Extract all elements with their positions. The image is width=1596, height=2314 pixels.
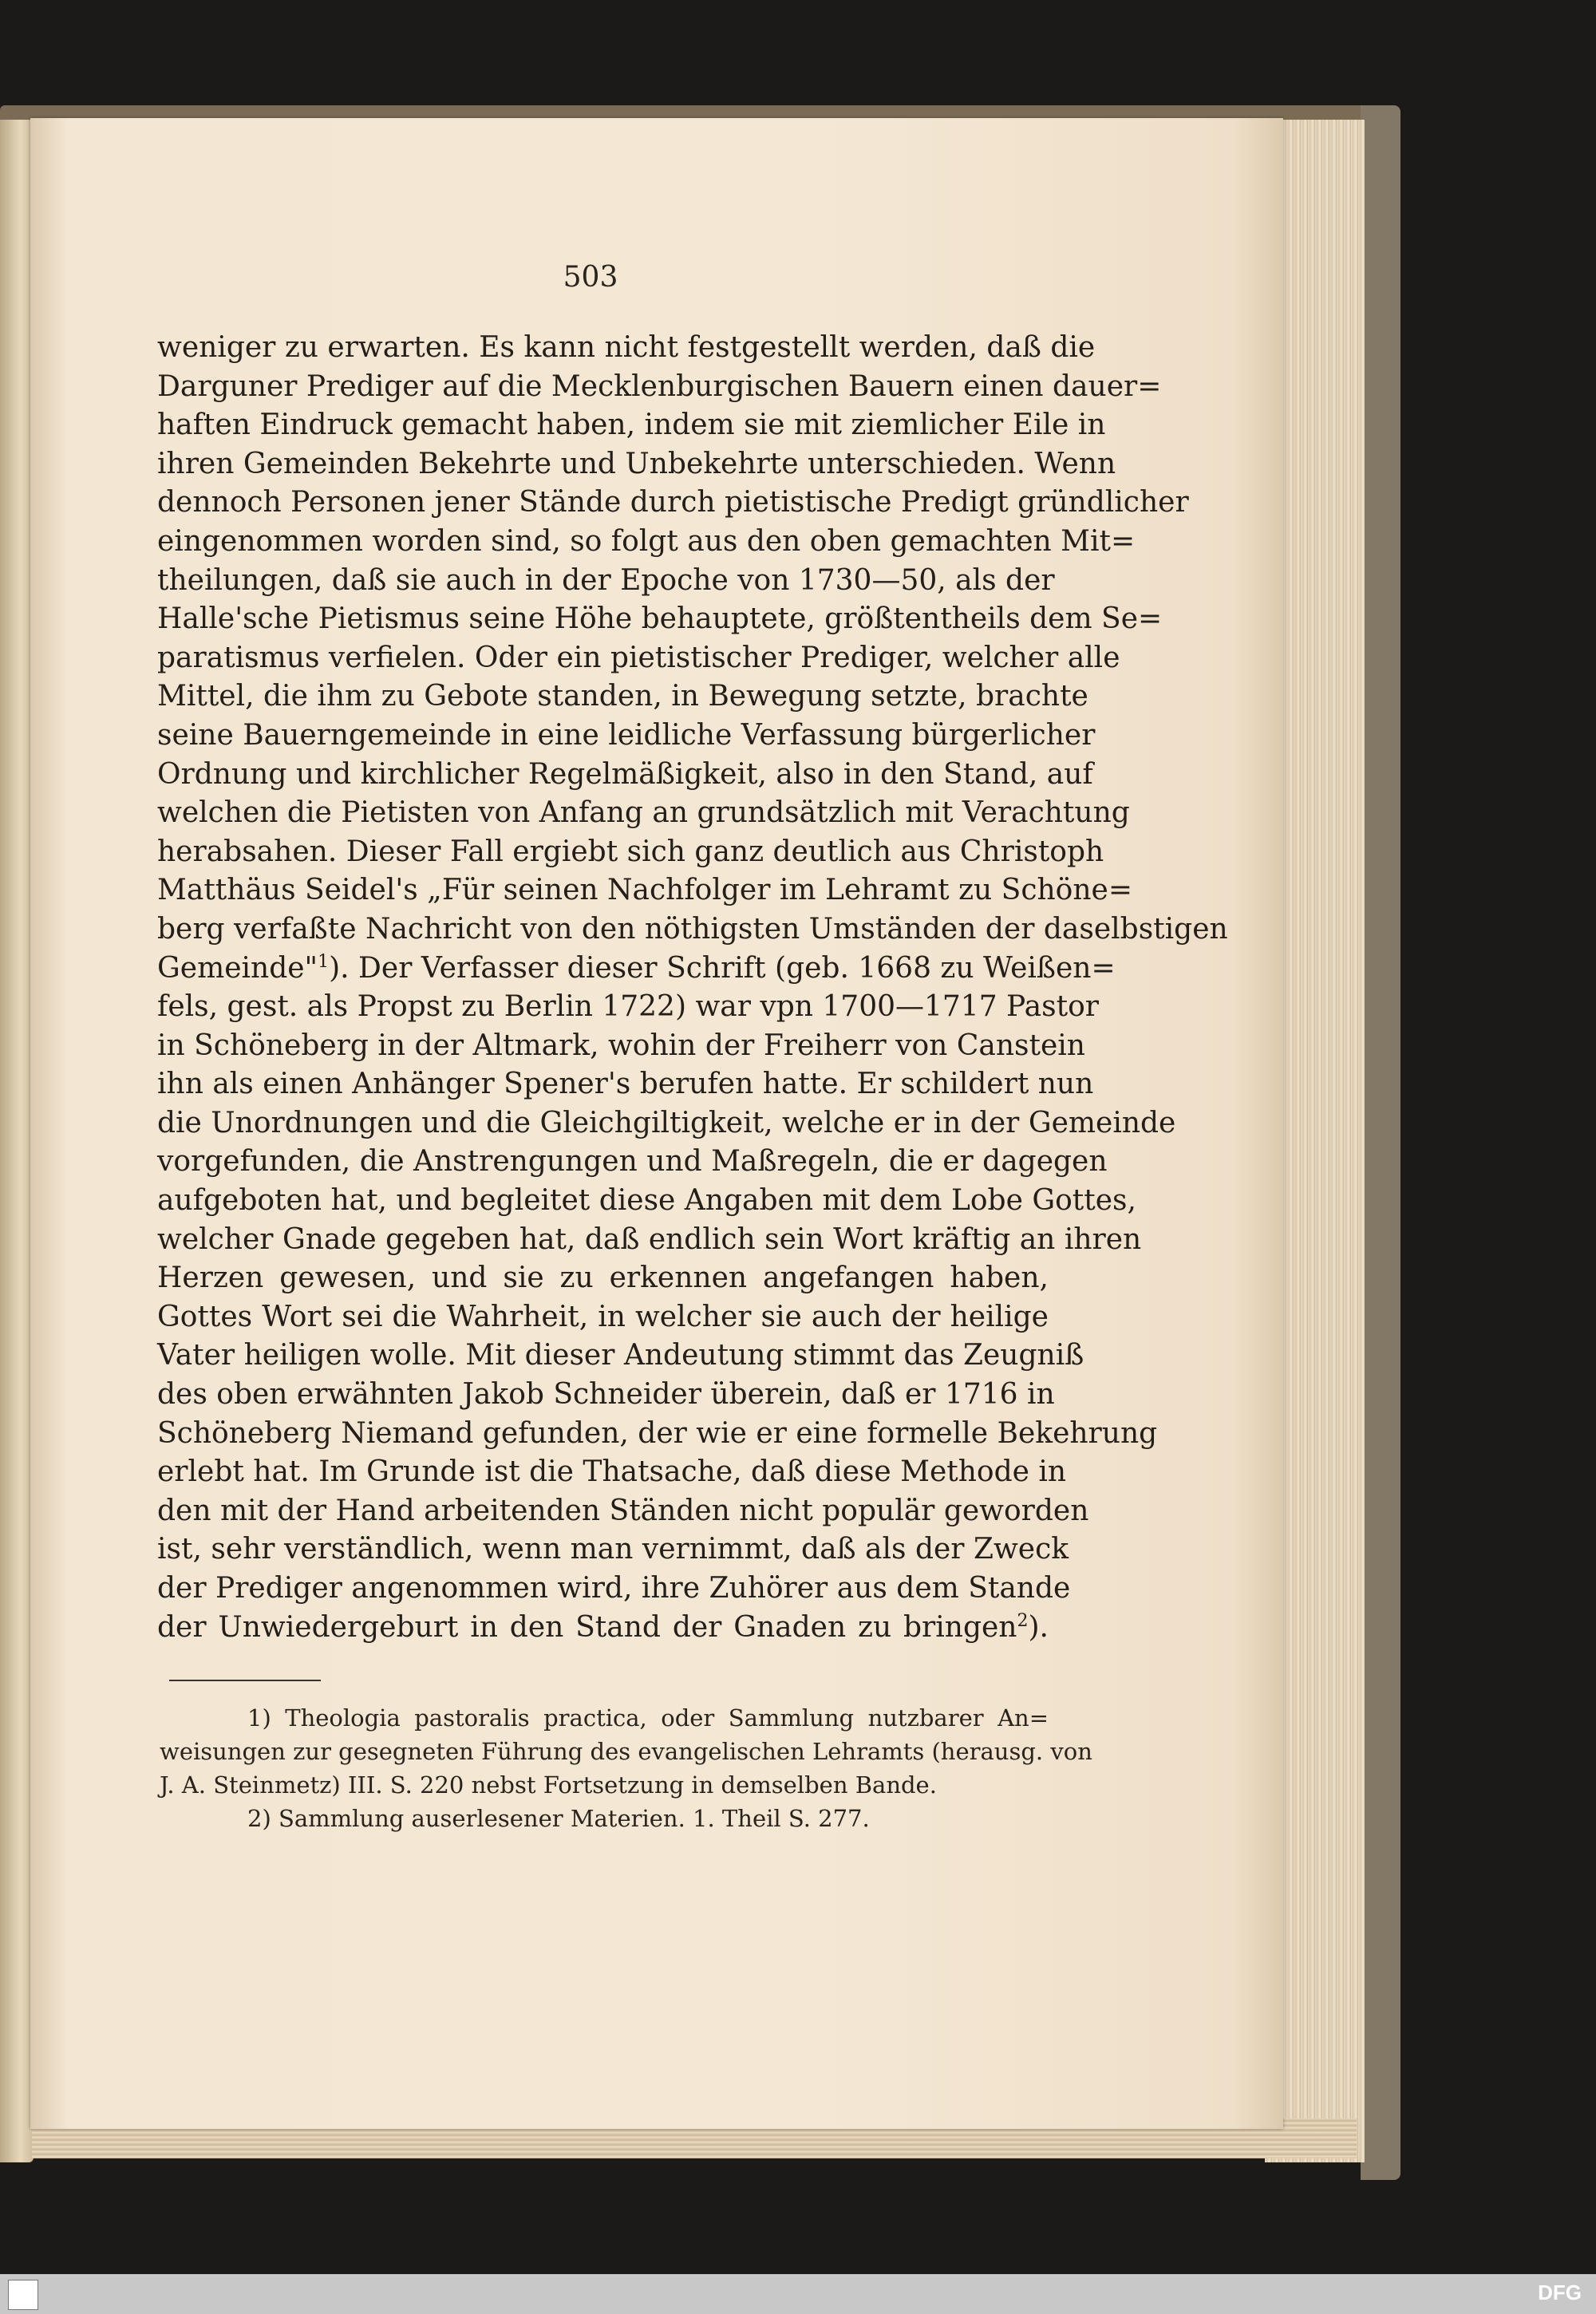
footnote-divider: [169, 1680, 321, 1681]
text-line: herabsahen. Dieser Fall ergiebt sich ganz deutlich aus Christoph: [157, 835, 1104, 868]
footnote-ref-1: 1: [318, 951, 330, 972]
page-number: 503: [563, 261, 618, 294]
footnote-line: weisungen zur gesegneten Führung des evangelischen Lehramts (herausg. von: [160, 1738, 1092, 1765]
text-line: in Schöneberg in der Altmark, wohin der Freiherr von Canstein: [157, 1029, 1085, 1062]
text-line: Halle'sche Pietismus seine Höhe behauptete, größtentheils dem Se=: [157, 602, 1163, 636]
text-line: vorgefunden, die Anstrengungen und Maßregeln, die er dagegen: [157, 1145, 1108, 1179]
text-line: paratismus verfielen. Oder ein pietistischer Prediger, welcher alle: [157, 641, 1120, 674]
text-line: Schöneberg Niemand gefunden, der wie er eine formelle Bekehrung: [157, 1416, 1158, 1450]
text-line: welchen die Pietisten von Anfang an grundsätzlich mit Verachtung: [157, 796, 1130, 830]
text-line: die Unordnungen und die Gleichgiltigkeit, welche er in der Gemeinde: [157, 1106, 1176, 1139]
text-line: erlebt hat. Im Grunde ist die Thatsache, daß diese Methode in: [157, 1455, 1067, 1489]
text-line: Gottes Wort sei die Wahrheit, in welcher sie auch der heilige: [157, 1300, 1049, 1333]
gemeinde-rest: ). Der Verfasser dieser Schrift (geb. 1668 zu Weißen=: [329, 951, 1116, 985]
text-line: Herzen gewesen, und sie zu erkennen angefangen haben,: [157, 1262, 1049, 1295]
text-line: eingenommen worden sind, so folgt aus den oben gemachten Mit=: [157, 524, 1136, 558]
last-line-end: ).: [1028, 1610, 1049, 1644]
footnote-line: 1) Theologia pastoralis practica, oder Sammlung nutzbarer An=: [247, 1704, 1049, 1732]
text-line: aufgeboten hat, und begleitet diese Angaben mit dem Lobe Gottes,: [157, 1184, 1136, 1218]
text-line-last: [157, 1609, 1049, 1648]
left-page-edge: [0, 120, 34, 2162]
text-line: ihn als einen Anhänger Spener's berufen hatte. Er schildert nun: [157, 1068, 1094, 1101]
gemeinde-text: Gemeinde": [157, 951, 318, 985]
library-logo-icon: [8, 2280, 38, 2310]
text-line: den mit der Hand arbeitenden Ständen nicht populär geworden: [157, 1494, 1089, 1527]
viewer-footer-bar: [0, 2274, 1596, 2314]
text-line-footnote-ref: [157, 950, 1116, 989]
text-line: Ordnung und kirchlicher Regelmäßigkeit, also in den Stand, auf: [157, 757, 1093, 791]
text-line: ihren Gemeinden Bekehrte und Unbekehrte unterschieden. Wenn: [157, 447, 1116, 480]
text-line: fels, gest. als Propst zu Berlin 1722) war vpn 1700—1717 Pastor: [157, 990, 1099, 1024]
footnote-ref-2: 2: [1017, 1610, 1029, 1631]
footnote-line: 2) Sammlung auserlesener Materien. 1. Theil S. 277.: [247, 1805, 870, 1832]
text-line: ist, sehr verständlich, wenn man vernimmt, daß als der Zweck: [157, 1533, 1069, 1566]
footnote-line: J. A. Steinmetz) III. S. 220 nebst Fortsetzung in demselben Bande.: [160, 1771, 937, 1799]
text-line: weniger zu erwarten. Es kann nicht festgestellt werden, daß die: [157, 331, 1096, 364]
text-line: der Prediger angenommen wird, ihre Zuhörer aus dem Stande: [157, 1572, 1071, 1605]
text-line: Darguner Prediger auf die Mecklenburgischen Bauern einen dauer=: [157, 369, 1162, 403]
text-line: Matthäus Seidel's „Für seinen Nachfolger im Lehramt zu Schöne=: [157, 874, 1133, 907]
text-line: berg verfaßte Nachricht von den nöthigsten Umständen der daselbstigen: [157, 912, 1228, 946]
last-line-text: der Unwiedergeburt in den Stand der Gnaden zu bringen: [157, 1610, 1017, 1644]
text-line: theilungen, daß sie auch in der Epoche von 1730—50, als der: [157, 563, 1055, 597]
text-line: welcher Gnade gegeben hat, daß endlich sein Wort kräftig an ihren: [157, 1222, 1142, 1256]
text-line: dennoch Personen jener Stände durch pietistische Predigt gründlicher: [157, 486, 1189, 519]
text-line: seine Bauerngemeinde in eine leidliche Verfassung bürgerlicher: [157, 718, 1096, 752]
footnotes: [160, 1701, 1092, 1835]
text-line: des oben erwähnten Jakob Schneider überein, daß er 1716 in: [157, 1378, 1055, 1412]
book-cover-right-edge: [1361, 105, 1400, 2180]
dfg-logo: DFG: [1538, 2280, 1582, 2304]
text-line: Mittel, die ihm zu Gebote standen, in Bewegung setzte, brachte: [157, 680, 1088, 713]
text-line: haften Eindruck gemacht haben, indem sie mit ziemlicher Eile in: [157, 409, 1106, 442]
text-line: Vater heiligen wolle. Mit dieser Andeutung stimmt das Zeugniß: [157, 1339, 1084, 1372]
body-text: [157, 329, 1228, 1647]
